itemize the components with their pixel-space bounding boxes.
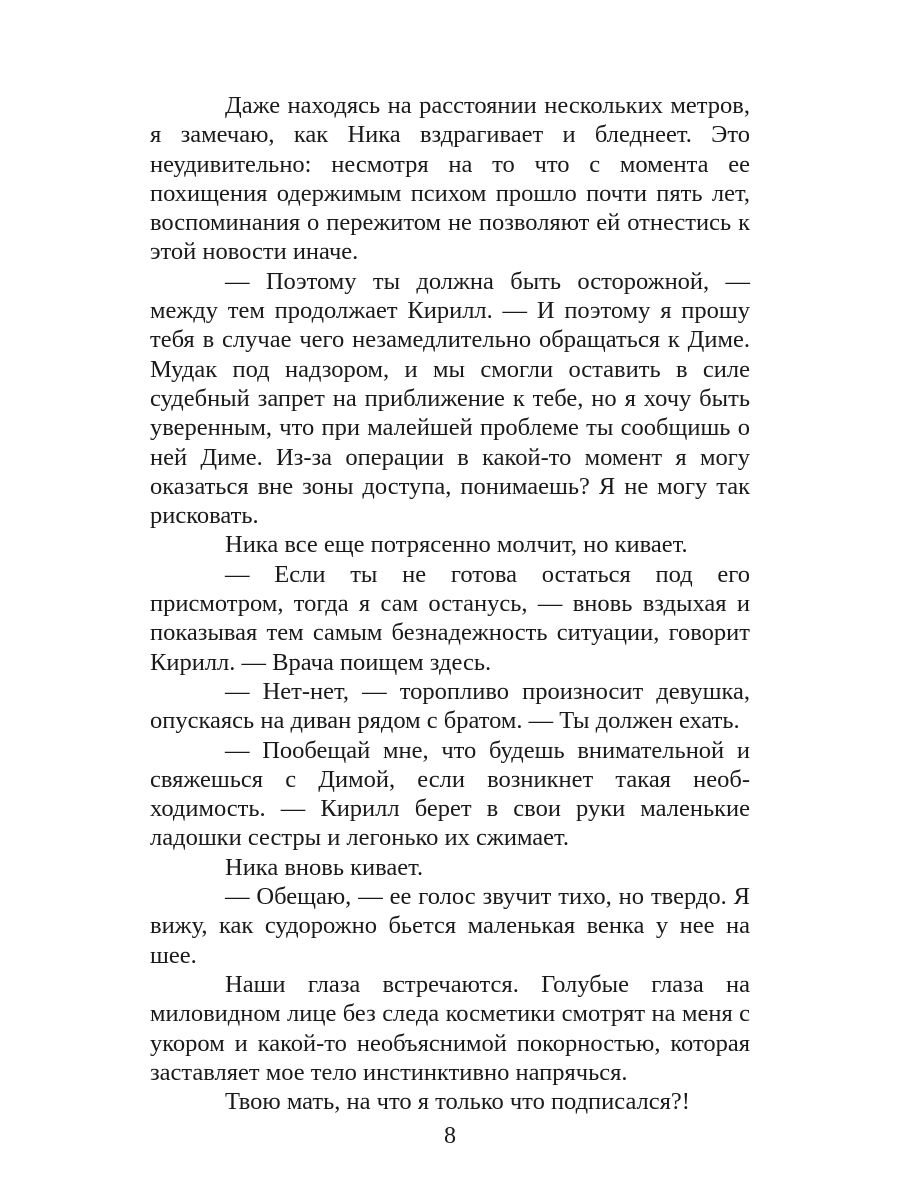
- paragraph: — Поэтому ты должна быть осторожной, — между тем продолжает Кирилл. — И поэтому я прошу тебя в случае чего незамедлительно обращаться к Диме. Мудак под надзором, и мы смогли оставить в силе судебный запрет на приближение к тебе, но я хочу быть уверенным, что при малейшей проблеме ты сообщишь о ней Диме. Из-за операции в какой-то момент я могу оказаться вне зоны доступа, понимаешь? Я не могу так рисковать.: [150, 267, 750, 530]
- paragraph: — Пообещай мне, что будешь внимательной и свяжешься с Димой, если возникнет такая необходимость. — Кирилл берет в свои руки маленькие ладошки сестры и легонько их сжимает.: [150, 736, 750, 852]
- paragraph: — Если ты не готова остаться под его присмотром, тогда я сам останусь, — вновь вздыхая и показывая тем самым безнадежность ситуации, говорит Кирилл. — Врача поищем здесь.: [150, 560, 750, 676]
- paragraph: Даже находясь на расстоянии нескольких метров, я замечаю, как Ника вздрагивает и бледнеет. Это неудивительно: несмотря на то что с момента ее похищения одержимым психом прошло почти пять лет, воспоминания о пережитом не позволяют ей отнестись к этой новости иначе.: [150, 92, 750, 266]
- paragraph: Наши глаза встречаются. Голубые глаза на миловидном лице без следа косметики смотрят на меня с укором и какой-то необъяснимой покорностью, которая заставляет мое тело инстинктивно напрячься.: [150, 970, 750, 1086]
- body-text: [150, 91, 750, 1116]
- paragraph: Ника вновь кивает.: [225, 853, 424, 881]
- page-number: 8: [444, 1123, 456, 1149]
- paragraph: — Обещаю, — ее голос звучит тихо, но твердо. Я вижу, как судорожно бьется маленькая венка у нее на шее.: [150, 883, 750, 969]
- paragraph: — Нет-нет, — торопливо произносит девушка, опускаясь на диван рядом с братом. — Ты должен ехать.: [150, 677, 750, 735]
- paragraph: Твою мать, на что я только что подписался?!: [225, 1088, 690, 1116]
- paragraph: Ника все еще потрясенно молчит, но кивает.: [225, 531, 688, 559]
